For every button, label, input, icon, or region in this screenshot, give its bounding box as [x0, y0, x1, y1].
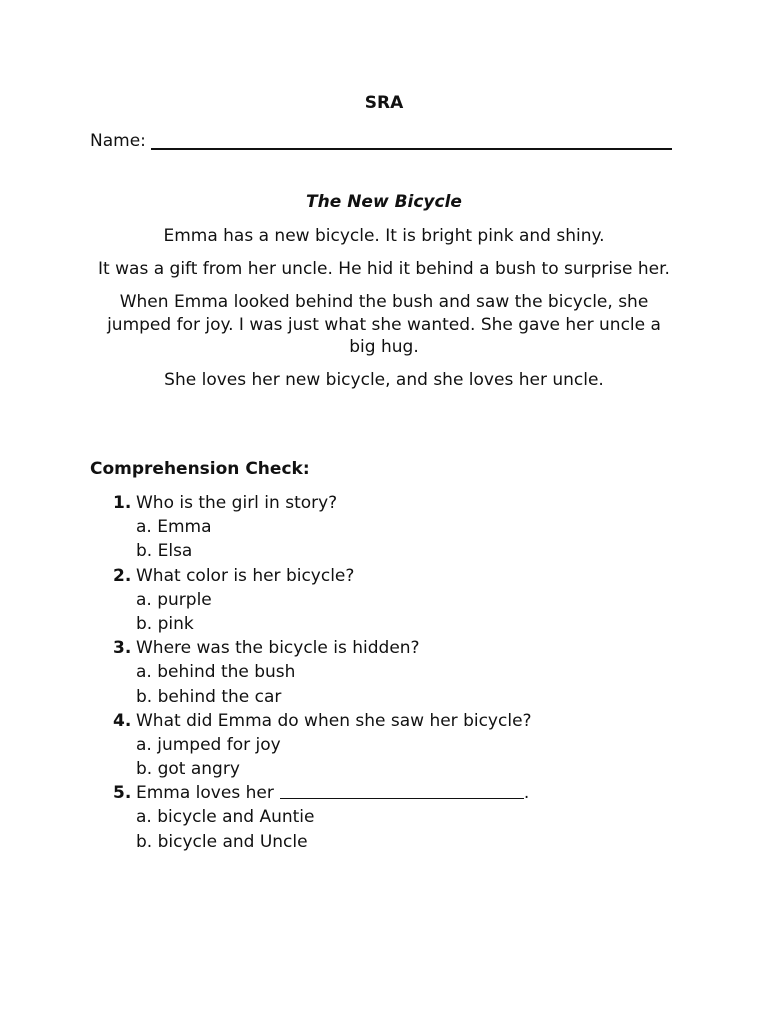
story-title: The New Bicycle [306, 192, 462, 212]
story-paragraph: She loves her new bicycle, and she loves her uncle. [164, 370, 604, 390]
answer-option-label: a. purple [136, 589, 212, 610]
question-text: Emma loves her [136, 783, 274, 804]
name-blank-line[interactable] [151, 130, 672, 150]
answer-option[interactable] [0, 830, 768, 854]
story-paragraph: When Emma looked behind the bush and saw the bicycle, she jumped for joy. I was just what she wanted. She gave her uncle a big hug. [107, 292, 661, 357]
question-1 [0, 491, 768, 515]
name-row [90, 126, 672, 151]
answer-option-label: b. pink [136, 613, 194, 634]
question-2 [0, 564, 768, 588]
question-number: 2. [113, 565, 132, 586]
answer-option-label: a. jumped for joy [136, 734, 281, 755]
question-text-with-blank [136, 781, 529, 805]
answer-option-label: b. Elsa [136, 541, 193, 562]
question-text: What did Emma do when she saw her bicycle? [136, 710, 532, 731]
answer-option[interactable] [0, 757, 768, 781]
question-4 [0, 709, 768, 733]
answer-option[interactable] [0, 805, 768, 829]
answer-option-label: a. Emma [136, 517, 212, 538]
answer-option[interactable] [0, 685, 768, 709]
answer-option-label: a. bicycle and Auntie [136, 807, 315, 828]
question-number: 1. [113, 493, 132, 513]
answer-option[interactable] [0, 539, 768, 563]
question-text: Who is the girl in story? [136, 493, 338, 513]
question-text: What color is her bicycle? [136, 565, 355, 586]
answer-option-label: b. bicycle and Uncle [136, 831, 308, 852]
question-5 [0, 781, 768, 805]
answer-option-label: b. behind the car [136, 686, 282, 707]
answer-option[interactable] [0, 588, 768, 612]
question-list [0, 491, 768, 854]
story-body [92, 225, 676, 402]
fill-in-blank[interactable] [280, 782, 524, 799]
question-number: 5. [113, 783, 132, 804]
name-label: Name: [90, 131, 146, 151]
answer-option[interactable] [0, 733, 768, 757]
worksheet-title: SRA [364, 93, 404, 113]
story-paragraph: It was a gift from her uncle. He hid it behind a bush to surprise her. [98, 259, 670, 279]
question-text-end: . [523, 783, 530, 804]
answer-option-label: a. behind the bush [136, 662, 296, 683]
story-paragraph: Emma has a new bicycle. It is bright pink and shiny. [163, 226, 605, 246]
question-3 [0, 636, 768, 660]
answer-option[interactable] [0, 515, 768, 539]
comprehension-title: Comprehension Check: [90, 459, 310, 479]
answer-option[interactable] [0, 612, 768, 636]
answer-option[interactable] [0, 660, 768, 684]
question-number: 4. [113, 710, 132, 731]
answer-option-label: b. got angry [136, 759, 240, 780]
question-text: Where was the bicycle is hidden? [136, 638, 420, 659]
question-number: 3. [113, 638, 132, 659]
